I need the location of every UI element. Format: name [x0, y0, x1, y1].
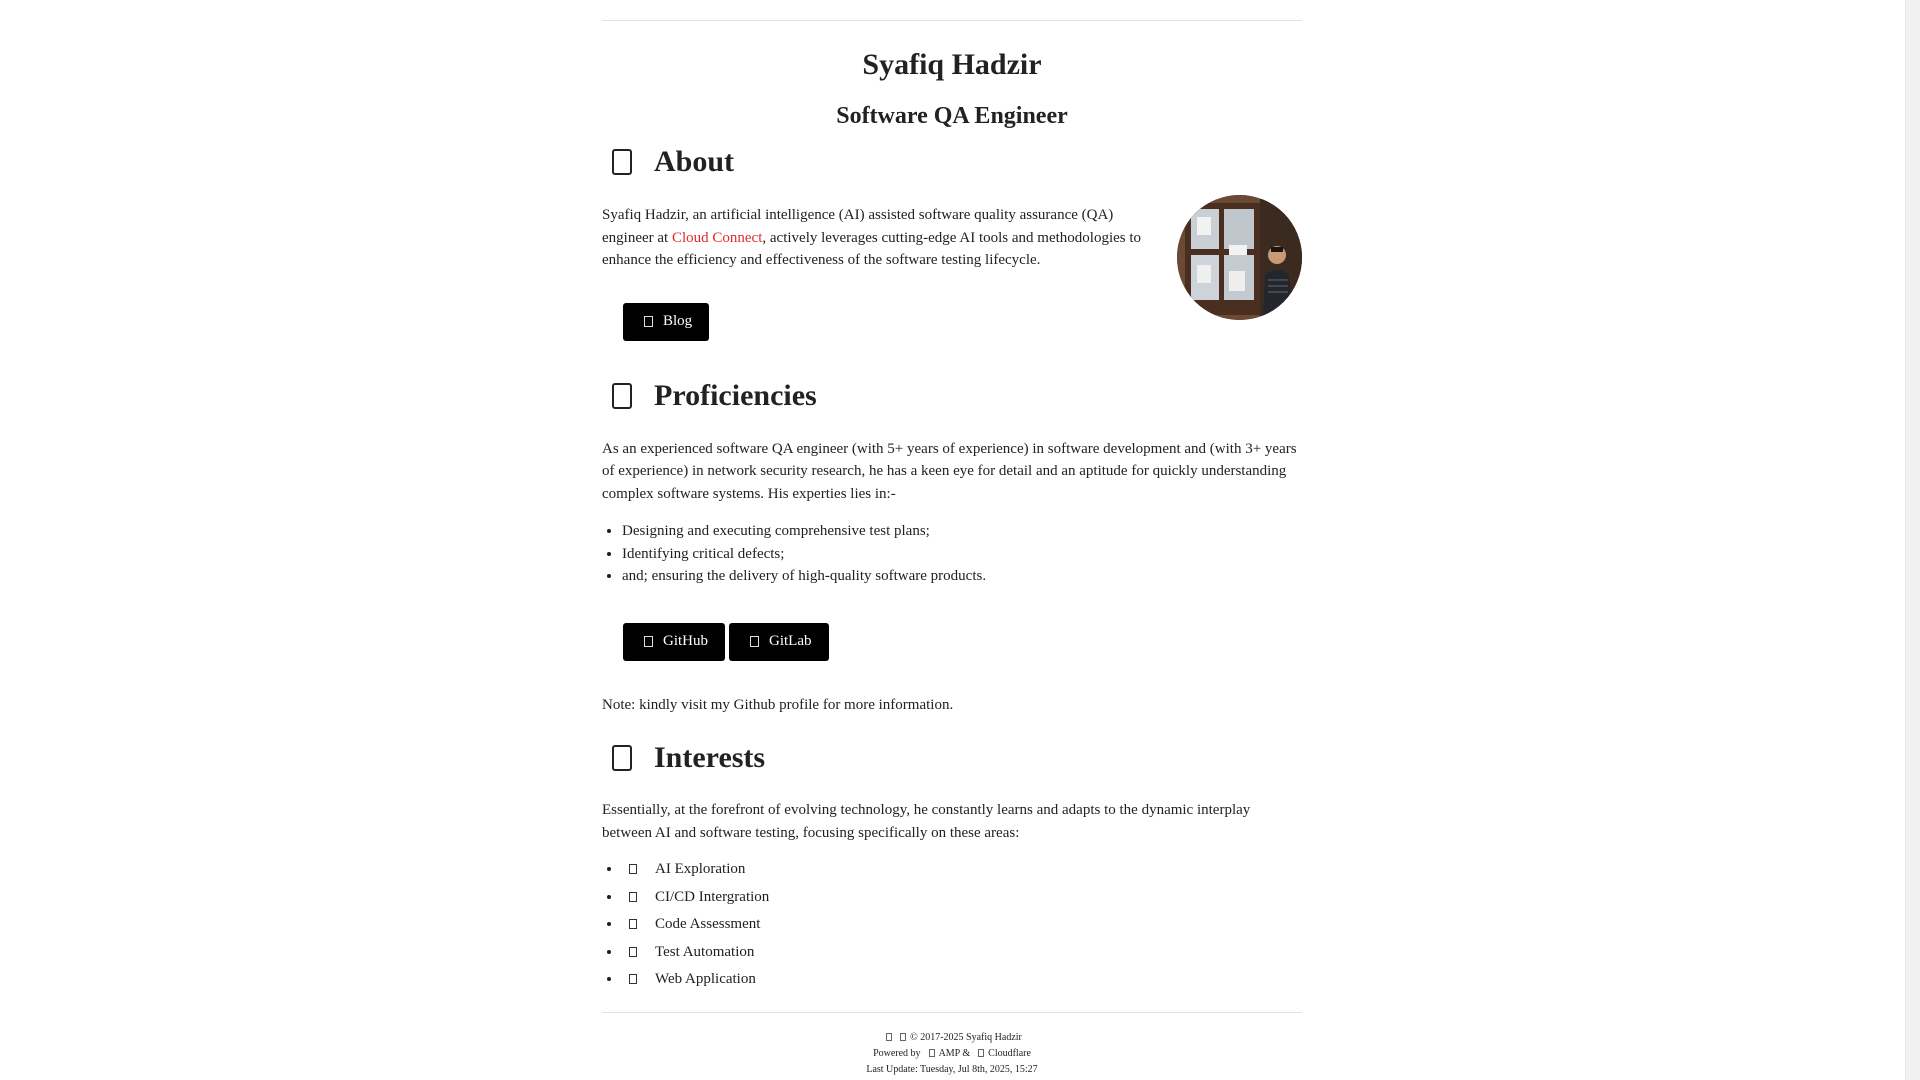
interest-label: Code Assessment	[655, 916, 761, 932]
scrollbar[interactable]	[1905, 0, 1920, 1080]
list-item	[622, 939, 1302, 967]
gitlab-button[interactable]	[729, 623, 829, 661]
cloud-connect-link[interactable]: Cloud Connect	[671, 229, 763, 246]
list-item: • Designing and executing comprehensive test plans;	[622, 520, 1302, 543]
interests-intro: Essentially, at the forefront of evolving technology, he constantly learns and adapts to the dynamic interplay between AI and software testing, focusing specifically on these areas:	[602, 802, 1251, 841]
user-icon	[612, 149, 632, 175]
brain-icon	[629, 864, 637, 874]
copyright-line	[602, 1030, 1302, 1046]
list-item	[622, 911, 1302, 939]
avatar	[1177, 195, 1302, 320]
list-item	[622, 856, 1302, 884]
github-button-label: GitHub	[663, 633, 708, 649]
footer	[602, 1030, 1302, 1078]
page	[602, 0, 1302, 1078]
avatar-photo	[1177, 195, 1302, 320]
interests-list	[602, 856, 1302, 994]
blog-button-label: Blog	[663, 313, 693, 329]
interest-label: CI/CD Intergration	[655, 888, 770, 905]
github-icon	[644, 636, 653, 647]
gitlab-icon	[750, 636, 759, 647]
sitemap-icon[interactable]	[900, 1033, 906, 1041]
copyright-text: © 2017-2025 Syafiq Hadzir	[910, 1031, 1022, 1043]
proficiencies-buttons	[602, 623, 1302, 661]
bottom-divider	[602, 1012, 1302, 1013]
interests-heading-text: Interests	[654, 741, 766, 774]
blog-icon	[644, 316, 653, 327]
last-update-line: Last Update: Tuesday, Jul 8th, 2025, 15:27	[866, 1063, 1038, 1075]
sync-icon	[629, 892, 637, 902]
search-code-icon	[629, 919, 637, 929]
amp-text: AMP &	[938, 1047, 971, 1059]
interest-label: Web Application	[655, 971, 756, 987]
about-section	[602, 204, 1302, 272]
interests-heading	[602, 743, 1302, 773]
interest-label: AI Exploration	[655, 861, 746, 877]
about-text-part2: , actively leverages cutting-edge AI tools and methodologies to enhance the efficiency and effectiveness of the software testing lifecycle.	[602, 229, 1142, 268]
list-item	[622, 966, 1302, 994]
rss-icon[interactable]	[886, 1033, 892, 1041]
github-button[interactable]	[623, 623, 725, 661]
proficiencies-heading	[602, 378, 1302, 412]
bolt-icon	[929, 1049, 935, 1057]
powered-by-line	[602, 1046, 1302, 1062]
about-buttons	[602, 303, 1302, 341]
proficiencies-list	[602, 520, 1302, 588]
list-item	[622, 884, 1302, 912]
globe-icon	[629, 974, 637, 984]
about-heading-text: About	[654, 145, 735, 178]
lightbulb-icon	[612, 745, 632, 771]
top-divider	[602, 20, 1302, 21]
gitlab-button-label: GitLab	[769, 633, 812, 649]
about-text-part1: Syafiq Hadzir, an artificial intelligence (AI) assisted software quality assurance (QA) engineer at	[602, 207, 1114, 246]
blog-button[interactable]	[623, 303, 709, 341]
interest-label: Test Automation	[655, 943, 755, 960]
page-title: Syafiq Hadzir	[862, 48, 1042, 81]
proficiencies-intro: As an experienced software QA engineer (with 5+ years of experience) in software development and (with 3+ years of experience) in network security research, he has a keen eye for detail and an aptitude for quickly understanding complex software systems. His experties lies in:-	[602, 440, 1297, 502]
about-text	[602, 204, 1142, 272]
proficiencies-heading-text: Proficiencies	[654, 378, 817, 412]
github-note: Note: kindly visit my Github profile for more information.	[602, 696, 954, 713]
list-item: • and; ensuring the delivery of high-quality software products.	[622, 565, 1302, 588]
cloud-icon	[978, 1049, 984, 1057]
cloudflare-text: Cloudflare	[988, 1047, 1031, 1059]
list-item: • Identifying critical defects;	[622, 543, 1302, 566]
robot-icon	[629, 947, 637, 957]
about-heading	[602, 147, 1302, 177]
powered-by-text: Powered by	[873, 1047, 921, 1059]
code-icon	[612, 383, 632, 409]
page-subtitle: Software QA Engineer	[836, 103, 1068, 129]
